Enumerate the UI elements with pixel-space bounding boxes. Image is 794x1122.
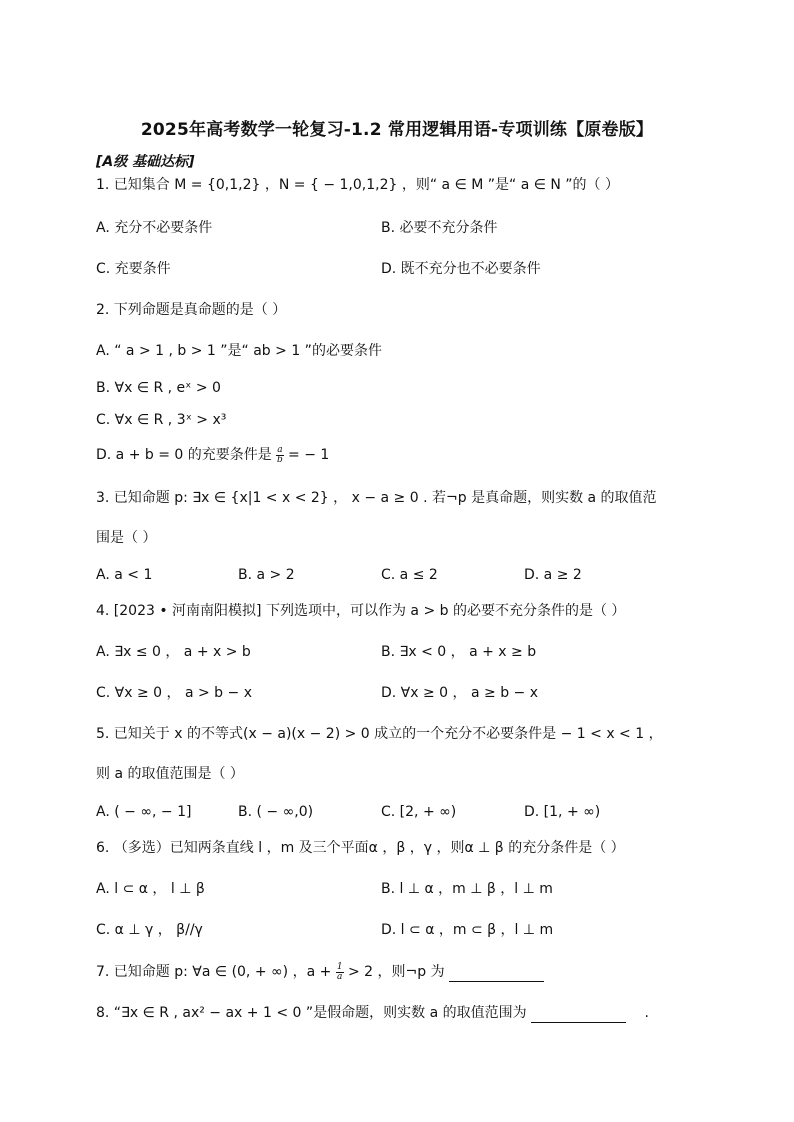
question-3-option-b: B. a > 2	[238, 567, 295, 583]
question-5-stem-line2: 则 a 的取值范围是（ ）	[96, 766, 244, 782]
question-5-option-a: A. ( − ∞, − 1]	[96, 804, 192, 820]
fraction-1-over-a	[336, 963, 344, 982]
question-2-option-d-suffix: = − 1	[288, 447, 330, 463]
fraction-numerator: 1	[336, 961, 343, 972]
question-4-option-c: C. ∀x ≥ 0 ， a > b − x	[96, 685, 252, 701]
question-4-option-b: B. ∃x < 0 ， a + x ≥ b	[381, 644, 537, 660]
question-6-option-c: C. α ⊥ γ ， β//γ	[96, 922, 203, 938]
question-1-option-a: A. 充分不必要条件	[96, 220, 213, 236]
question-2-option-c: C. ∀x ∈ R , 3ˣ > x³	[96, 412, 227, 428]
question-1-option-c: C. 充要条件	[96, 261, 171, 277]
question-6-option-a: A. l ⊂ α ， l ⊥ β	[96, 881, 205, 897]
fraction-numerator: a	[277, 444, 283, 455]
question-3-stem-line1: 3. 已知命题 p: ∃x ∈ {x|1 < x < 2} ， x − a ≥ 0 . 若¬p 是真命题，则实数 a 的取值范	[96, 490, 657, 506]
question-5-stem-line1: 5. 已知关于 x 的不等式(x − a)(x − 2) > 0 成立的一个充分不必要条件是 − 1 < x < 1 ，	[96, 726, 663, 742]
question-2-option-d	[96, 445, 329, 465]
page-title: 2025年高考数学一轮复习-1.2 常用逻辑用语-专项训练【原卷版】	[140, 120, 654, 140]
question-6-option-b: B. l ⊥ α ，m ⊥ β ，l ⊥ m	[381, 881, 553, 897]
question-7-prefix: 7. 已知命题 p: ∀a ∈ (0, + ∞) ，a +	[96, 964, 336, 980]
question-8-prefix: 8. “∃x ∈ R , ax² − ax + 1 < 0 ”是假命题，则实数 a 的取值范围为	[96, 1005, 527, 1021]
question-5-option-c: C. [2, + ∞)	[381, 804, 457, 820]
question-5-option-b: B. ( − ∞,0)	[238, 804, 314, 820]
fraction-denominator: b	[277, 454, 283, 465]
question-1-stem: 1. 已知集合 M = {0,1,2} ，N = { − 1,0,1,2} ，则“ a ∈ M ”是“ a ∈ N ”的（ ）	[96, 177, 619, 193]
section-heading: [A级 基础达标]	[96, 154, 195, 170]
question-2-option-b: B. ∀x ∈ R , eˣ > 0	[96, 380, 221, 396]
question-3-option-a: A. a < 1	[96, 567, 153, 583]
question-8-period: .	[644, 1005, 649, 1021]
question-4-option-d: D. ∀x ≥ 0 ， a ≥ b − x	[381, 685, 538, 701]
question-6-option-d: D. l ⊂ α ，m ⊂ β ，l ⊥ m	[381, 922, 554, 938]
answer-blank[interactable]	[531, 1008, 626, 1023]
fraction-a-over-b	[276, 446, 283, 465]
question-8-stem	[96, 1003, 649, 1023]
question-3-option-d: D. a ≥ 2	[524, 567, 582, 583]
question-7-suffix: > 2 ，则¬p 为	[348, 964, 445, 980]
question-6-stem: 6. （多选）已知两条直线 l ，m 及三个平面α ，β ，γ ，则α ⊥ β 的充分条件是（ ）	[96, 840, 625, 856]
question-1-option-b: B. 必要不充分条件	[381, 220, 498, 236]
question-3-option-c: C. a ≤ 2	[381, 567, 438, 583]
answer-blank[interactable]	[449, 967, 544, 982]
question-7-stem	[96, 962, 544, 982]
question-5-option-d: D. [1, + ∞)	[524, 804, 601, 820]
question-2-stem: 2. 下列命题是真命题的是（ ）	[96, 302, 287, 318]
question-4-stem: 4. [2023 • 河南南阳模拟] 下列选项中，可以作为 a > b 的必要不充分条件的是（ ）	[96, 603, 626, 619]
question-1-option-d: D. 既不充分也不必要条件	[381, 261, 541, 277]
question-3-stem-line2: 围是（ ）	[96, 530, 157, 546]
question-2-option-d-prefix: D. a + b = 0 的充要条件是	[96, 447, 272, 463]
question-4-option-a: A. ∃x ≤ 0 ， a + x > b	[96, 644, 251, 660]
question-2-option-a: A. “ a > 1 , b > 1 ”是“ ab > 1 ”的必要条件	[96, 343, 382, 359]
fraction-denominator: a	[336, 971, 343, 982]
